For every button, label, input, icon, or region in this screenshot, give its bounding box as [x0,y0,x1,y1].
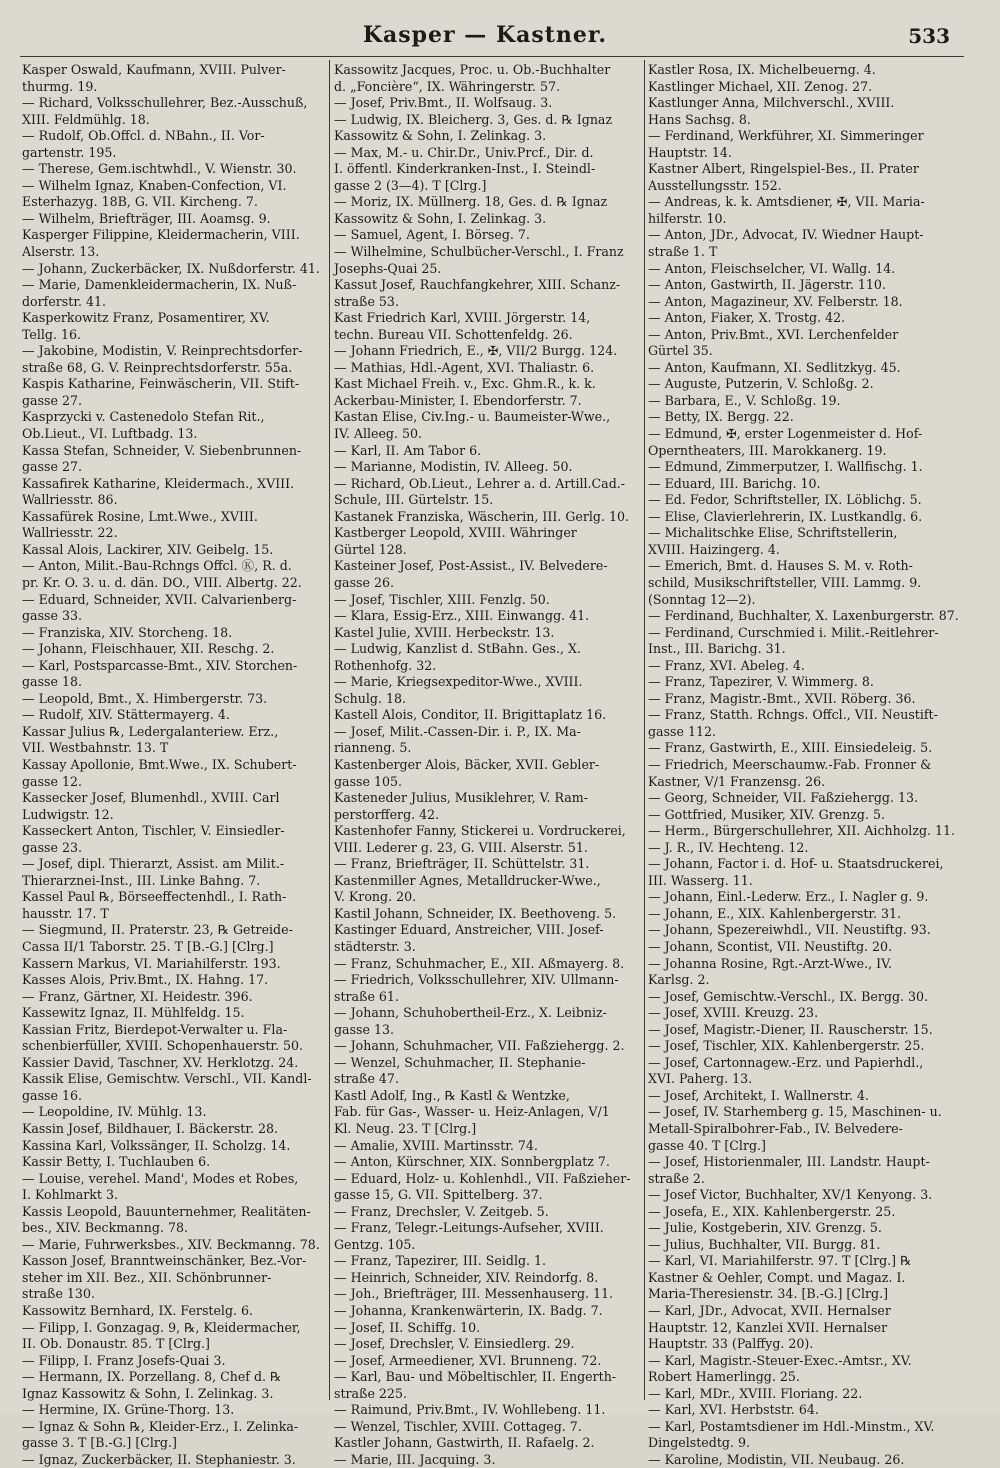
directory-entry-line: Ausstellungsstr. 152. [648,177,782,193]
directory-entry-line: — Josef, Tischler, XIX. Kahlenbergerstr. 25. [648,1038,925,1054]
directory-entry-line: IV. Alleeg. 50. [334,426,423,442]
directory-entry-line: — Josef, dipl. Thierarzt, Assist. am Milit.- [22,856,285,872]
directory-entry-line: — Karl, Bau- und Möbeltischler, II. Engerth- [334,1369,617,1385]
directory-entry-line: Kastanek Franziska, Wäscherin, III. Gerlg. 10. [334,508,629,524]
directory-entry-line: Kassowitz & Sohn, I. Zelinkag. 3. [334,210,547,226]
directory-entry-line: — Franz, Schuhmacher, E., XII. Aßmayerg. 8. [334,955,625,971]
directory-entry-line: Kastlinger Michael, XII. Zenog. 27. [648,78,873,94]
directory-entry-line: straße 47. [334,1071,399,1087]
directory-entry-line: Kastner Albert, Ringelspiel-Bes., II. Prater [648,161,919,177]
directory-entry-line: — Anton, Fleischselcher, VI. Wallg. 14. [648,260,896,276]
directory-entry-line: — Marie, III. Jacquing. 3. [334,1451,496,1467]
directory-entry-line: Kastberger Leopold, XVIII. Währinger [334,525,577,541]
directory-entry-line: Hauptstr. 12, Kanzlei XVII. Hernalser [648,1319,888,1335]
directory-entry-line: — Wilhelm Ignaz, Knaben-Confection, VI. [22,177,287,193]
directory-entry-line: I. öffentl. Kinderkranken-Inst., I. Steindl- [334,161,596,177]
directory-entry-line: — Leopoldine, IV. Mühlg. 13. [22,1104,207,1120]
directory-entry-line: — Emerich, Bmt. d. Hauses S. M. v. Roth- [648,558,913,574]
directory-entry-line: — Heinrich, Schneider, XIV. Reindorfg. 8. [334,1269,599,1285]
directory-entry-line: — Anton, Milit.-Bau-Rchngs Offcl. Ⓚ, R. d. [22,558,292,574]
directory-entry-line: XVIII. Haizingerg. 4. [648,541,780,557]
directory-entry-line: Kassafirek Katharine, Kleidermach., XVIII. [22,475,295,491]
directory-entry-line: — Filipp, I. Franz Josefs-Quai 3. [22,1352,226,1368]
directory-entry-line: — Franziska, XIV. Storcheng. 18. [22,624,233,640]
directory-entry-line: — Karoline, Modistin, VII. Neubaug. 26. [648,1451,905,1467]
directory-entry-line: Karlsg. 2. [648,972,710,988]
directory-entry-line: — Julius, Buchhalter, VII. Burgg. 81. [648,1236,881,1252]
directory-entry-line: — Gottfried, Musiker, XIV. Grenzg. 5. [648,806,886,822]
directory-entry-line: — Herm., Bürgerschullehrer, XII. Aichholzg. 11. [648,823,956,839]
directory-entry-line: XIII. Feldmühlg. 18. [22,111,150,127]
directory-entry-line: — Leopold, Bmt., X. Himbergerstr. 73. [22,690,268,706]
directory-entry-line: — Anton, Fiaker, X. Trostg. 42. [648,310,846,326]
directory-entry-line: — Marie, Kriegsexpeditor-Wwe., XVIII. [334,674,583,690]
directory-entry-line: Hauptstr. 33 (Palffyg. 20). [648,1336,814,1352]
directory-entry-line: Kassier David, Taschner, XV. Herklotzg. 24. [22,1054,299,1070]
directory-entry-line: Ob.Lieut., VI. Luftbadg. 13. [22,426,198,442]
directory-entry-line: — Johanna, Krankenwärterin, IX. Badg. 7. [334,1303,603,1319]
directory-entry-line: bes., XIV. Beckmanng. 78. [22,1220,188,1236]
directory-entry-line: — Anton, Magazineur, XV. Felberstr. 18. [648,293,903,309]
directory-entry-line: — Johann, Scontist, VII. Neustiftg. 20. [648,938,893,954]
directory-entry-line: Gürtel 128. [334,541,407,557]
directory-entry-line: — Auguste, Putzerin, V. Schloßg. 2. [648,376,874,392]
directory-entry-line: — Therese, Gem.ischtwhdl., V. Wienstr. 30. [22,161,297,177]
directory-entry-line: — Johann, E., XIX. Kahlenbergerstr. 31. [648,905,902,921]
directory-entry-line: Kasteiner Josef, Post-Assist., IV. Belvedere- [334,558,608,574]
directory-entry-line: XVI. Paherg. 13. [648,1071,753,1087]
directory-entry-line: Kasprzycki v. Castenedolo Stefan Rit., [22,409,265,425]
directory-entry-line: Alserstr. 13. [22,244,100,260]
directory-entry-line: Kassis Leopold, Bauunternehmer, Realitäten- [22,1203,311,1219]
directory-entry-line: — Johann, Schuhobertheil-Erz., X. Leibniz- [334,1005,607,1021]
directory-entry-line: gasse 27. [22,392,82,408]
directory-entry-line: Wallriesstr. 22. [22,525,118,541]
directory-entry-line: — Wilhelmine, Schulbücher-Verschl., I. Franz [334,244,624,260]
directory-entry-line: Kassewitz Ignaz, II. Mühlfeldg. 15. [22,1005,245,1021]
directory-entry-line: (Sonntag 12—2). [648,591,756,607]
directory-entry-line: thurmg. 19. [22,78,98,94]
directory-entry-line: — Marie, Damenkleidermacherin, IX. Nuß- [22,277,297,293]
directory-entry-line: gasse 26. [334,574,394,590]
directory-entry-line: — Julie, Kostgeberin, XIV. Grenzg. 5. [648,1220,882,1236]
directory-entry-line: Dingelstedtg. 9. [648,1435,750,1451]
directory-entry-line: Kassar Julius ℞, Ledergalanteriew. Erz., [22,723,279,739]
directory-entry-line: — Georg, Schneider, VII. Faßziehergg. 13. [648,790,919,806]
directory-entry-line: techn. Bureau VII. Schottenfeldg. 26. [334,326,573,342]
directory-entry-line: Kastler Rosa, IX. Michelbeuerng. 4. [648,62,876,77]
directory-entry-line: VII. Westbahnstr. 13. T [22,740,169,756]
directory-entry-line: — Marianne, Modistin, IV. Alleeg. 50. [334,459,573,475]
directory-entry-line: Esterhazyg. 18B, G. VII. Kircheng. 7. [22,194,258,210]
directory-entry-line: Kassin Josef, Bildhauer, I. Bäckerstr. 28. [22,1121,279,1136]
directory-entry-line: — Moriz, IX. Müllnerg. 18, Ges. d. ℞ Ignaz [334,194,608,210]
page-number: 533 [908,24,950,48]
directory-entry-line: — Wilhelm, Briefträger, III. Aoamsg. 9. [22,210,271,226]
directory-entry-line: — Franz, Telegr.-Leitungs-Aufseher, XVIII. [334,1220,604,1236]
directory-entry-line: — Karl, JDr., Advocat, XVII. Hernalser [648,1303,891,1319]
directory-entry-line: Kassir Betty, I. Tuchlauben 6. [22,1154,211,1170]
directory-entry-line: — Franz, Tapezirer, III. Seidlg. 1. [334,1253,547,1269]
directory-entry-line: — Karl, Postamtsdiener im Hdl.-Minstm., XV. [648,1418,935,1434]
directory-entry-line: — Josef, Priv.Bmt., II. Wolfsaug. 3. [334,95,553,111]
directory-entry-line: — Richard, Ob.Lieut., Lehrer a. d. Artill.Cad.- [334,475,626,491]
directory-entry-line: — Marie, Fuhrwerksbes., XIV. Beckmanng. 78. [22,1236,320,1252]
directory-entry-line: — Johann, Schuhmacher, VII. Faßziehergg. 2. [334,1038,625,1054]
directory-entry-line: Kasseckert Anton, Tischler, V. Einsiedler- [22,823,285,839]
directory-entry-line: — Mathias, Hdl.-Agent, XVI. Thaliastr. 6. [334,359,595,375]
directory-entry-line: — Karl, Magistr.-Steuer-Exec.-Amtsr., XV. [648,1352,912,1368]
directory-entry-line: Gentzg. 105. [334,1236,416,1252]
directory-entry-line: — Rudolf, XIV. Stättermayerg. 4. [22,707,230,723]
directory-entry-line: — Max, M.- u. Chir.Dr., Univ.Prcf., Dir. d. [334,144,594,160]
directory-entry-line: d. „Foncière“, IX. Währingerstr. 57. [334,78,561,94]
directory-entry-line: — Michalitschke Elise, Schriftstellerin, [648,525,898,541]
directory-entry-line: pr. Kr. O. 3. u. d. dän. DO., VIII. Albertg. 22. [22,574,302,590]
directory-entry-line: — Elise, Clavierlehrerin, IX. Lustkandlg. 6. [648,508,923,524]
directory-entry-line: Gürtel 35. [648,343,713,359]
directory-entry-line: — Wenzel, Schuhmacher, II. Stephanie- [334,1054,586,1070]
directory-entry-line: Ignaz Kassowitz & Sohn, I. Zelinkag. 3. [22,1385,274,1401]
directory-entry-line: Kast Friedrich Karl, XVIII. Jörgerstr. 14, [334,310,591,326]
directory-entry-line: — Josefa, E., XIX. Kahlenbergerstr. 25. [648,1203,896,1219]
directory-entry-line: schenbierfüller, XVIII. Schopenhauerstr. 50. [22,1038,304,1054]
directory-entry-line: Cassa II/1 Taborstr. 25. T [B.-G.] [Clrg.] [22,938,274,954]
directory-entry-line: — Anton, Kaufmann, XI. Sedlitzkyg. 45. [648,359,901,375]
directory-entry-line: — Franz, Briefträger, II. Schüttelstr. 31. [334,856,590,872]
directory-entry-line: straße 130. [22,1286,95,1302]
directory-entry-line: Wallriesstr. 86. [22,492,118,508]
directory-entry-line: — J. R., IV. Hechteng. 12. [648,839,809,855]
directory-entry-line: gasse 15, G. VII. Spittelberg. 37. [334,1187,543,1203]
directory-entry-line: Kasper Oswald, Kaufmann, XVIII. Pulver- [22,62,286,77]
directory-entry-line: — Ed. Fedor, Schriftsteller, IX. Löblichg. 5. [648,492,922,508]
directory-entry-line: — Josef, Historienmaler, III. Landstr. Haupt- [648,1154,930,1170]
directory-entry-line: Kassal Alois, Lackirer, XIV. Geibelg. 15. [22,541,274,557]
directory-entry-line: — Johann, Spezereiwhdl., VII. Neustiftg. 93. [648,922,931,938]
directory-entry-line: — Franz, Tapezirer, V. Wimmerg. 8. [648,674,874,690]
directory-entry-line: Kastner, V/1 Franzensg. 26. [648,773,826,789]
directory-entry-line: — Josef, Architekt, I. Wallnerstr. 4. [648,1087,870,1103]
directory-entry-line: hilferstr. 10. [648,210,727,226]
directory-entry-line: — Hermann, IX. Porzellang. 8, Chef d. ℞ [22,1369,282,1385]
directory-entry-line: — Eduard, Holz- u. Kohlenhdl., VII. Faßzieher- [334,1170,631,1186]
directory-entry-line: rianneng. 5. [334,740,412,756]
directory-entry-line: — Josef, Milit.-Cassen-Dir. i. P., IX. Ma- [334,723,581,739]
directory-entry-line: — Josef, Gemischtw.-Verschl., IX. Bergg. 30. [648,988,929,1004]
directory-entry-line: V. Krong. 20. [334,889,417,905]
page-title: Kasper — Kastner. [362,22,608,48]
directory-entry-line: Kassian Fritz, Bierdepot-Verwalter u. Fla- [22,1021,288,1037]
directory-entry-line: III. Wasserg. 11. [648,872,753,888]
directory-entry-line: — Andreas, k. k. Amtsdiener, ✠, VII. Maria- [648,194,925,210]
directory-entry-line: Kassowitz Jacques, Proc. u. Ob.-Buchhalter [334,62,611,77]
directory-entry-line: — Anton, Kürschner, XIX. Sonnbergplatz 7. [334,1154,610,1170]
directory-entry-line: Kastler Johann, Gastwirth, II. Rafaelg. 2. [334,1435,595,1451]
directory-entry-line: — Johann, Fleischhauer, XII. Reschg. 2. [22,641,275,657]
directory-entry-line: — Friedrich, Meerschaumw.-Fab. Fronner & [648,756,932,772]
directory-entry-line: straße 2. [648,1170,705,1186]
directory-entry-line: — Johann, Einl.-Lederw. Erz., I. Nagler g. 9. [648,889,929,905]
directory-entry-line: Kasses Alois, Priv.Bmt., IX. Hahng. 17. [22,972,269,988]
directory-entry-line: gasse 3. T [B.-G.] [Clrg.] [22,1435,177,1451]
directory-entry-line: gasse 13. [334,1021,394,1037]
directory-entry-line: — Wenzel, Tischler, XVIII. Cottageg. 7. [334,1418,582,1434]
directory-entry-line: — Richard, Volksschullehrer, Bez.-Ausschuß, [22,95,308,111]
directory-entry-line: Thierarznei-Inst., III. Linke Bahng. 7. [22,872,261,888]
directory-entry-line: gasse 16. [22,1087,82,1103]
directory-entry-line: gasse 2 (3—4). T [Clrg.] [334,177,487,193]
directory-entry-line: — Johanna Rosine, Rgt.-Arzt-Wwe., IV. [648,955,893,971]
directory-entry-line: I. Kohlmarkt 3. [22,1187,118,1203]
directory-entry-line: Schule, III. Gürtelstr. 15. [334,492,494,508]
directory-entry-line: — Amalie, XVIII. Martinsstr. 74. [334,1137,538,1153]
directory-entry-line: Hans Sachsg. 8. [648,111,751,127]
directory-entry-line: — Jakobine, Modistin, V. Reinprechtsdorfer- [22,343,303,359]
directory-entry-line: — Friedrich, Volksschullehrer, XIV. Ullmann- [334,972,619,988]
directory-entry-line: — Josef Victor, Buchhalter, XV/1 Kenyong. 3. [648,1187,933,1203]
directory-entry-line: Kassina Karl, Volkssänger, II. Scholzg. 14. [22,1137,291,1153]
directory-entry-line: — Betty, IX. Bergg. 22. [648,409,794,425]
directory-entry-line: Kassern Markus, VI. Mariahilferstr. 193. [22,955,281,971]
directory-entry-line: — Edmund, ✠, erster Logenmeister d. Hof- [648,426,923,442]
directory-entry-line: gartenstr. 195. [22,144,117,160]
directory-entry-line: gasse 40. T [Clrg.] [648,1137,766,1153]
directory-entry-line: Kassecker Josef, Blumenhdl., XVIII. Carl [22,790,280,806]
directory-entry-line: — Josef, II. Schiffg. 10. [334,1319,481,1335]
directory-entry-line: Kastner & Oehler, Compt. und Magaz. I. [648,1269,906,1285]
directory-entry-line: — Franz, Gastwirth, E., XIII. Einsiedeleig. 5. [648,740,933,756]
directory-entry-line: — Josef, Drechsler, V. Einsiedlerg. 29. [334,1336,575,1352]
directory-entry-line: Kassay Apollonie, Bmt.Wwe., IX. Schubert- [22,756,297,772]
directory-entry-line: Kassa Stefan, Schneider, V. Siebenbrunnen- [22,442,302,458]
directory-entry-line: Kast Michael Freih. v., Exc. Ghm.R., k. k. [334,376,596,392]
directory-entry-line: Robert Hamerlingg. 25. [648,1369,800,1385]
directory-entry-line: Kassel Paul ℞, Börseeffectenhdl., I. Rath- [22,889,287,905]
header-rule [20,56,964,57]
directory-entry-line: dorferstr. 41. [22,293,106,309]
directory-entry-line: — Joh., Briefträger, III. Messenhauserg. 11. [334,1286,614,1302]
directory-entry-line: — Eduard, Schneider, XVII. Calvarienberg- [22,591,297,607]
directory-entry-line: — Franz, Statth. Rchngs. Offcl., VII. Neustift- [648,707,938,723]
directory-entry-line: — Rudolf, Ob.Offcl. d. NBahn., II. Vor- [22,128,265,144]
directory-entry-line: Maria-Theresienstr. 34. [B.-G.] [Clrg.] [648,1286,888,1302]
directory-entry-line: Kl. Neug. 23. T [Clrg.] [334,1121,477,1136]
directory-entry-line: — Josef, XVIII. Kreuzg. 23. [648,1005,819,1021]
directory-entry-line: gasse 27. [22,459,82,475]
directory-entry-line: hausstr. 17. T [22,905,109,921]
directory-entry-line: gasse 23. [22,839,82,855]
directory-entry-line: gasse 33. [22,608,82,624]
directory-entry-line: — Samuel, Agent, I. Börseg. 7. [334,227,530,243]
directory-entry-line: VIII. Lederer g. 23, G. VIII. Alserstr. 51. [334,839,588,855]
column-1 [22,62,328,1467]
directory-entry-line: Kasteneder Julius, Musiklehrer, V. Ram- [334,790,589,806]
directory-entry-line: straße 1. T [648,244,718,260]
directory-entry-line: — Klara, Essig-Erz., XIII. Einwangg. 41. [334,608,590,624]
directory-entry-line: gasse 105. [334,773,402,789]
directory-entry-line: Kasson Josef, Branntweinschänker, Bez.-Vor- [22,1253,307,1269]
directory-entry-line: Kassowitz & Sohn, I. Zelinkag. 3. [334,128,547,144]
directory-entry-line: — Josef, Armeediener, XVI. Brunneng. 72. [334,1352,602,1368]
directory-entry-line: Kastl Adolf, Ing., ℞ Kastl & Wentzke, [334,1087,570,1103]
directory-entry-line: — Karl, XVI. Herbststr. 64. [648,1402,819,1418]
directory-entry-line: — Josef, IV. Starhemberg g. 15, Maschinen- u. [648,1104,942,1120]
directory-entry-line: straße 61. [334,988,399,1004]
directory-entry-line: — Johann Friedrich, E., ✠, VII/2 Burgg. 124. [334,343,618,359]
directory-entry-line: schild, Musikschriftsteller, VIII. Lammg. 9. [648,574,922,590]
directory-entry-line: Kassafürek Rosine, Lmt.Wwe., XVIII. [22,508,258,524]
directory-entry-line: — Karl, Postsparcasse-Bmt., XIV. Storchen- [22,657,298,673]
directory-entry-line: gasse 12. [22,773,82,789]
directory-entry-line: — Louise, verehel. Mand', Modes et Robes, [22,1170,299,1186]
column-3 [648,62,964,1467]
directory-entry-line: Hauptstr. 14. [648,144,732,160]
directory-entry-line: — Josef, Tischler, XIII. Fenzlg. 50. [334,591,550,607]
directory-entry-line: Kastenberger Alois, Bäcker, XVII. Gebler- [334,756,600,772]
directory-entry-line: städterstr. 3. [334,938,416,954]
directory-entry-line: Kastel Julie, XVIII. Herbeckstr. 13. [334,624,555,640]
directory-entry-line: straße 53. [334,293,399,309]
directory-entry-line: — Karl, MDr., XVIII. Floriang. 22. [648,1385,863,1401]
directory-entry-line: Josephs-Quai 25. [334,260,442,276]
directory-entry-line: — Johann, Zuckerbäcker, IX. Nußdorferstr. 41. [22,260,320,276]
directory-entry-line: — Ignaz & Sohn ℞, Kleider-Erz., I. Zelinka- [22,1418,299,1434]
directory-entry-line: — Hermine, IX. Grüne-Thorg. 13. [22,1402,235,1418]
directory-entry-line: — Anton, JDr., Advocat, IV. Wiedner Haupt- [648,227,924,243]
directory-entry-line: straße 68, G. V. Reinprechtsdorferstr. 55a. [22,359,293,375]
directory-entry-line: Kassik Elise, Gemischtw. Verschl., VII. Kandl- [22,1071,312,1087]
directory-entry-line: Kastenmiller Agnes, Metalldrucker-Wwe., [334,872,601,888]
directory-entry-line: — Ludwig, Kanzlist d. StBahn. Ges., X. [334,641,581,657]
directory-entry-line: — Ferdinand, Curschmied i. Milit.-Reitlehrer- [648,624,939,640]
directory-entry-line: Operntheaters, III. Marokkanerg. 19. [648,442,887,458]
directory-entry-line: Kassowitz Bernhard, IX. Ferstelg. 6. [22,1303,254,1319]
directory-entry-line: Fab. für Gas-, Wasser- u. Heiz-Anlagen, V/1 [334,1104,610,1120]
directory-entry-line: Kastell Alois, Conditor, II. Brigittaplatz 16. [334,707,607,723]
directory-entry-line: Kastinger Eduard, Anstreicher, VIII. Josef- [334,922,604,938]
directory-entry-line: Ludwigstr. 12. [22,806,114,822]
directory-entry-line: Inst., III. Barichg. 31. [648,641,786,657]
directory-entry-line: — Edmund, Zimmerputzer, I. Wallfischg. 1. [648,459,923,475]
directory-entry-line: Kassut Josef, Rauchfangkehrer, XIII. Schanz- [334,277,621,293]
directory-entry-line: Rothenhofg. 32. [334,657,437,673]
directory-entry-line: Kasperkowitz Franz, Posamentirer, XV. [22,310,270,326]
directory-entry-line: — Ignaz, Zuckerbäcker, II. Stephaniestr. 3. [22,1451,296,1467]
directory-entry-line: — Franz, Drechsler, V. Zeitgeb. 5. [334,1203,549,1219]
directory-entry-line: — Barbara, E., V. Schloßg. 19. [648,392,841,408]
directory-entry-line: — Anton, Gastwirth, II. Jägerstr. 110. [648,277,886,293]
directory-entry-line: Tellg. 16. [22,326,82,342]
directory-entry-line: — Johann, Factor i. d. Hof- u. Staatsdruckerei, [648,856,944,872]
directory-entry-line: — Siegmund, II. Praterstr. 23, ℞ Getreide- [22,922,293,938]
directory-entry-line: Kasperger Filippine, Kleidermacherin, VIII. [22,227,300,243]
directory-entry-line: II. Ob. Donaustr. 85. T [Clrg.] [22,1336,210,1352]
directory-entry-line: Kastan Elise, Civ.Ing.- u. Baumeister-Wwe., [334,409,611,425]
directory-entry-line: gasse 18. [22,674,82,690]
directory-entry-line: — Karl, II. Am Tabor 6. [334,442,482,458]
directory-entry-line: — Franz, Magistr.-Bmt., XVII. Röberg. 36. [648,690,916,706]
directory-entry-line: Kastenhofer Fanny, Stickerei u. Vordruckerei, [334,823,626,839]
directory-entry-line: — Josef, Cartonnagew.-Erz. und Papierhdl., [648,1054,924,1070]
directory-entry-line: — Franz, XVI. Abeleg. 4. [648,657,805,673]
directory-entry-line: Kastlunger Anna, Milchverschl., XVIII. [648,95,895,111]
page-header [20,22,950,52]
directory-entry-line: — Franz, Gärtner, XI. Heidestr. 396. [22,988,253,1004]
directory-entry-line: Kaspis Katharine, Feinwäscherin, VII. Stift- [22,376,300,392]
directory-entry-line: — Josef, Magistr.-Diener, II. Rauscherstr. 15. [648,1021,933,1037]
column-2 [334,62,642,1467]
directory-entry-line: straße 225. [334,1385,407,1401]
directory-entry-line: — Ludwig, IX. Bleicherg. 3, Ges. d. ℞ Ignaz [334,111,613,127]
column-divider [329,60,330,1400]
directory-entry-line: — Eduard, III. Barichg. 10. [648,475,821,491]
directory-entry-line: — Anton, Priv.Bmt., XVI. Lerchenfelder [648,326,899,342]
directory-entry-line: — Filipp, I. Gonzagag. 9, ℞, Kleidermacher, [22,1319,301,1335]
directory-entry-line: Metall-Spiralbohrer-Fab., IV. Belvedere- [648,1121,903,1136]
directory-entry-line: Schulg. 18. [334,690,407,706]
directory-entry-line: — Raimund, Priv.Bmt., IV. Wohllebeng. 11. [334,1402,606,1418]
directory-entry-line: Ackerbau-Minister, I. Ebendorferstr. 7. [334,392,582,408]
column-divider [644,60,645,1400]
directory-entry-line: gasse 112. [648,723,716,739]
directory-entry-line: — Ferdinand, Buchhalter, X. Laxenburgerstr. 87. [648,608,959,624]
directory-entry-line: — Karl, VI. Mariahilferstr. 97. T [Clrg.] ℞ [648,1253,912,1269]
directory-entry-line: perstorfferg. 42. [334,806,440,822]
directory-entry-line: — Ferdinand, Werkführer, XI. Simmeringer [648,128,924,144]
directory-entry-line: Kastil Johann, Schneider, IX. Beethoveng. 5. [334,905,617,921]
directory-entry-line: steher im XII. Bez., XII. Schönbrunner- [22,1269,272,1285]
